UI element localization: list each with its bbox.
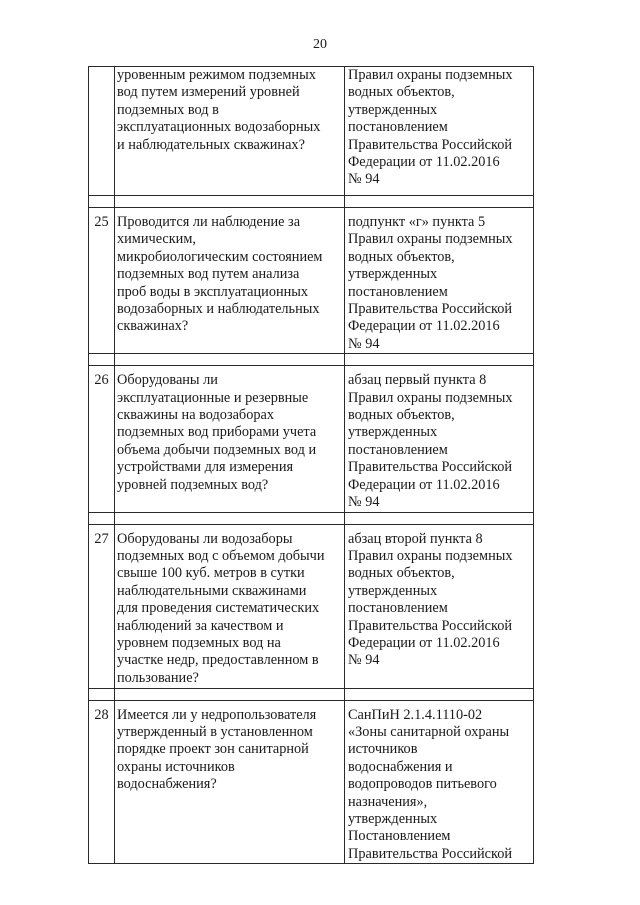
row-number: 25 bbox=[89, 208, 115, 354]
row-number bbox=[89, 67, 115, 196]
question-text: уровенным режимом подземных вод путем измерений уровней подземных вод в эксплуатационных водозаборных и наблюдательных скважинах? bbox=[115, 67, 345, 196]
question-text: Оборудованы ли водозаборы подземных вод с объемом добычи свыше 100 куб. метров в сутки наблюдательными скважинами для проведения систематических наблюдений за качеством и уровнем подземных вод на участке недр, предоставленном в пользование? bbox=[115, 524, 345, 688]
row-spacer bbox=[89, 196, 534, 208]
row-number: 26 bbox=[89, 366, 115, 512]
table-row bbox=[89, 524, 534, 688]
legal-reference: абзац второй пункта 8 Правил охраны подземных водных объектов, утвержденных постановлением Правительства Российской Федерации от 11.02.2016 № 94 bbox=[345, 524, 534, 688]
table-row bbox=[89, 700, 534, 864]
row-spacer bbox=[89, 512, 534, 524]
question-text: Проводится ли наблюдение за химическим, микробиологическим состоянием подземных вод путем анализа проб воды в эксплуатационных водозаборных и наблюдательных скважинах? bbox=[115, 208, 345, 354]
legal-reference: Правил охраны подземных водных объектов, утвержденных постановлением Правительства Российской Федерации от 11.02.2016 № 94 bbox=[345, 67, 534, 196]
legal-reference: СанПиН 2.1.4.1110-02 «Зоны санитарной охраны источников водоснабжения и водопроводов питьевого назначения», утвержденных Постановлением Правительства Российской bbox=[345, 700, 534, 864]
table-row bbox=[89, 366, 534, 512]
row-number: 28 bbox=[89, 700, 115, 864]
question-text: Оборудованы ли эксплуатационные и резервные скважины на водозаборах подземных вод приборами учета объема добычи подземных вод и устройствами для измерения уровней подземных вод? bbox=[115, 366, 345, 512]
legal-reference: подпункт «г» пункта 5 Правил охраны подземных водных объектов, утвержденных постановлением Правительства Российской Федерации от 11.02.2016 № 94 bbox=[345, 208, 534, 354]
row-number: 27 bbox=[89, 524, 115, 688]
page-number: 20 bbox=[313, 37, 327, 52]
row-spacer bbox=[89, 688, 534, 700]
checklist-table bbox=[88, 66, 534, 864]
table-row bbox=[89, 208, 534, 354]
question-text: Имеется ли у недропользователя утвержденный в установленном порядке проект зон санитарной охраны источников водоснабжения? bbox=[115, 700, 345, 864]
row-spacer bbox=[89, 354, 534, 366]
table-row bbox=[89, 67, 534, 196]
legal-reference: абзац первый пункта 8 Правил охраны подземных водных объектов, утвержденных постановлением Правительства Российской Федерации от 11.02.2016 № 94 bbox=[345, 366, 534, 512]
